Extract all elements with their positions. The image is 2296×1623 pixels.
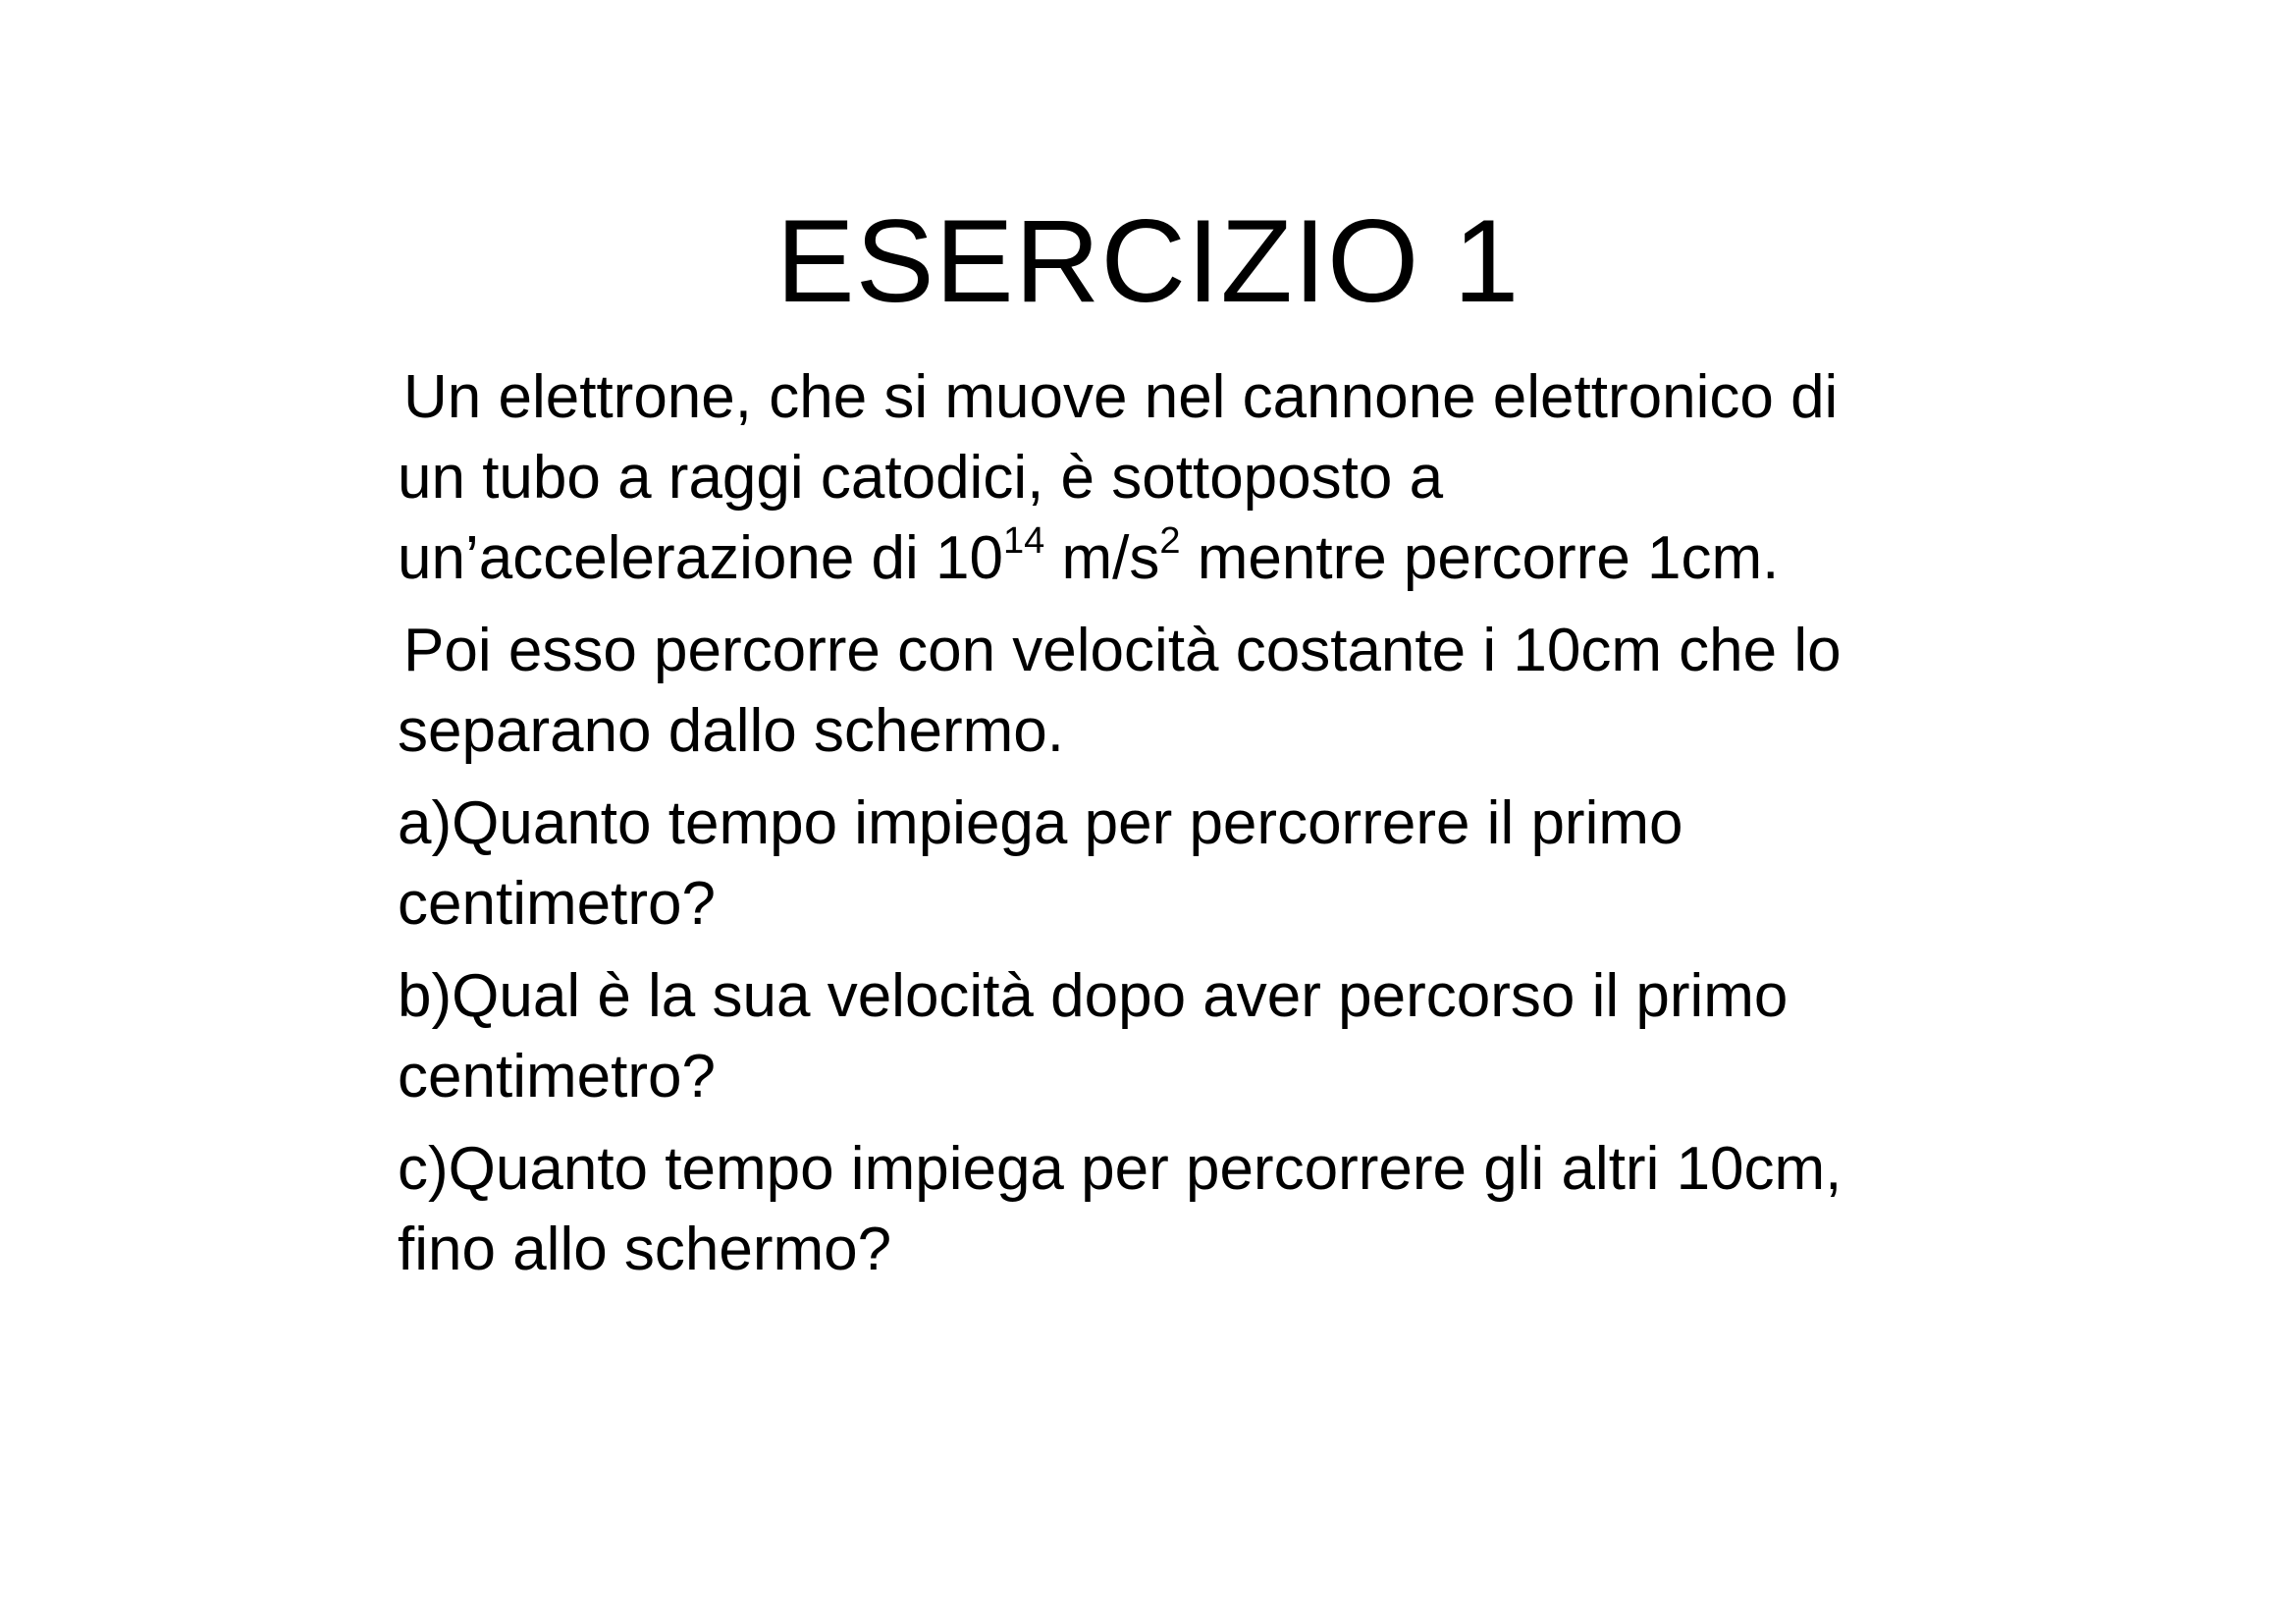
slide-title: ESERCIZIO 1: [775, 195, 1521, 327]
text-line: centimetro?: [398, 1043, 716, 1110]
exponent: 2: [1159, 520, 1181, 562]
intro-paragraph: [398, 357, 2017, 599]
text-line: un tubo a raggi catodici, è sottoposto a: [398, 444, 1444, 512]
text-segment: m/s: [1044, 524, 1160, 592]
question-a: [398, 784, 2017, 945]
text-line: c)Quanto tempo impiega per percorrere gli altri 10cm,: [398, 1135, 1842, 1203]
exponent: 14: [1002, 520, 1045, 562]
text-line: b)Qual è la sua velocità dopo aver percorso il primo: [398, 962, 1789, 1030]
text-line: centimetro?: [398, 870, 716, 938]
question-b: [398, 956, 2017, 1117]
text-segment: mentre percorre 1cm.: [1180, 524, 1780, 592]
slide-body: [398, 357, 2017, 1302]
text-line: Un elettrone, che si muove nel cannone elettronico di: [403, 363, 1839, 431]
text-line: a)Quanto tempo impiega per percorrere il primo: [398, 789, 1683, 857]
question-c: [398, 1129, 2017, 1290]
text-line: separano dallo schermo.: [398, 697, 1064, 765]
text-segment: un’accelerazione di 10: [398, 524, 1003, 592]
text-line: fino allo schermo?: [398, 1216, 892, 1283]
second-paragraph: [398, 611, 2017, 772]
text-line: Poi esso percorre con velocità costante i 10cm che lo: [403, 617, 1842, 684]
text-line-with-exponents: [398, 518, 2017, 599]
